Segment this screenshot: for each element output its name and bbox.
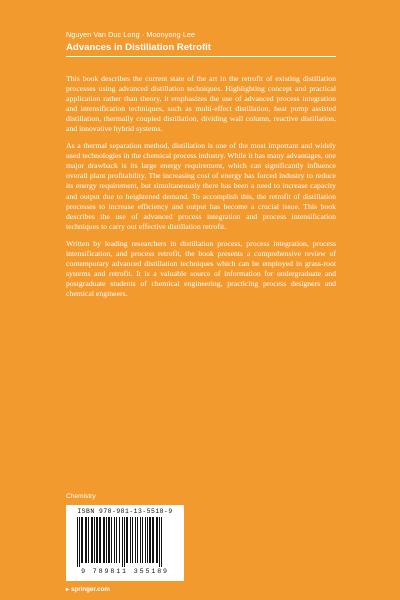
subject-category: Chemistry	[66, 493, 96, 500]
barcode-bar	[137, 517, 138, 563]
barcode-bar	[77, 517, 78, 567]
barcode-bar	[159, 517, 160, 567]
barcode-bar	[156, 517, 158, 563]
barcode-bar	[140, 517, 141, 563]
barcode-digits: 9 789811 355189	[81, 568, 169, 575]
barcode-bar	[122, 517, 123, 567]
barcode-bar	[145, 517, 146, 563]
barcode-bar	[81, 517, 83, 563]
barcode-bar	[79, 517, 80, 567]
barcode-bar	[119, 517, 120, 563]
barcode-bar	[94, 517, 95, 563]
barcode-bar	[114, 517, 115, 563]
barcode-bar	[161, 517, 162, 567]
blurb-paragraph-2: As a thermal separation method, distillation is one of the most important and widely used technologies in the chemical process industry. While it has many advantages, one major drawback is its large energy requirement, which can significantly influence overall plant profitability. The increasing cost of energy has forced industry to reduce its energy requirement, but simultaneously there has been a need to increase capacity and output due to heightened demand. To accomplish this, the retrofit of distillation processes to increase efficiency and output has become a crucial issue. This book describes the use of advanced process integration and process intensification techniques to carry out effective distillation retrofit.	[66, 141, 336, 231]
author-names: Nguyen Van Duc Long · Moonyong Lee	[66, 30, 196, 39]
barcode-bar	[88, 517, 89, 563]
barcode-bar	[130, 517, 131, 563]
barcode-bar	[147, 517, 148, 563]
barcode-bar	[124, 517, 125, 567]
blurb-paragraph-1: This book describes the current state of the art in the retrofit of existing distillation processes using advanced distillation techniques. Highlighting concept and practical application rather than theory, it emphasizes the use of advanced process integration and intensification techniques, such as multi-effect distillation, heat pump assisted distillation, thermally coupled distillation, dividing wall column, reactive distillation, and innovative hybrid systems.	[66, 74, 336, 134]
arrow-icon: ▸	[66, 586, 70, 593]
barcode-bar	[108, 517, 110, 563]
barcode-bar	[149, 517, 151, 563]
isbn-text: ISBN 978-981-13-5518-9	[77, 508, 173, 515]
barcode-bar	[152, 517, 154, 563]
barcode-bar	[111, 517, 112, 563]
publisher-link	[66, 586, 110, 593]
barcode-box	[66, 505, 184, 581]
barcode-bar	[132, 517, 133, 563]
title-divider	[66, 56, 336, 57]
publisher-url: springer.com	[71, 586, 110, 593]
blurb-paragraph-3: Written by leading researchers in distillation process, process integration, process intensification, and process retrofit, the book presents a comprehensive review of contemporary advanced distillation techniques which can be employed in grass-root systems and retrofit. It is a valuable source of information for undergraduate and postgraduate students of chemical engineering, practicing process designers and chemical engineers.	[66, 238, 336, 298]
barcode-bar	[126, 517, 128, 563]
blurb	[66, 74, 336, 306]
book-title: Advances in Distillation Retrofit	[66, 42, 211, 53]
barcode-bar	[103, 517, 105, 563]
barcode-bar	[116, 517, 117, 563]
barcode-bar	[106, 517, 107, 563]
barcode-bar	[142, 517, 143, 563]
barcode-bar	[85, 517, 87, 563]
barcode-bar	[96, 517, 98, 563]
barcode-bars	[75, 517, 175, 567]
barcode-bar	[135, 517, 136, 563]
barcode-bar	[99, 517, 101, 563]
barcode-bar	[91, 517, 93, 563]
